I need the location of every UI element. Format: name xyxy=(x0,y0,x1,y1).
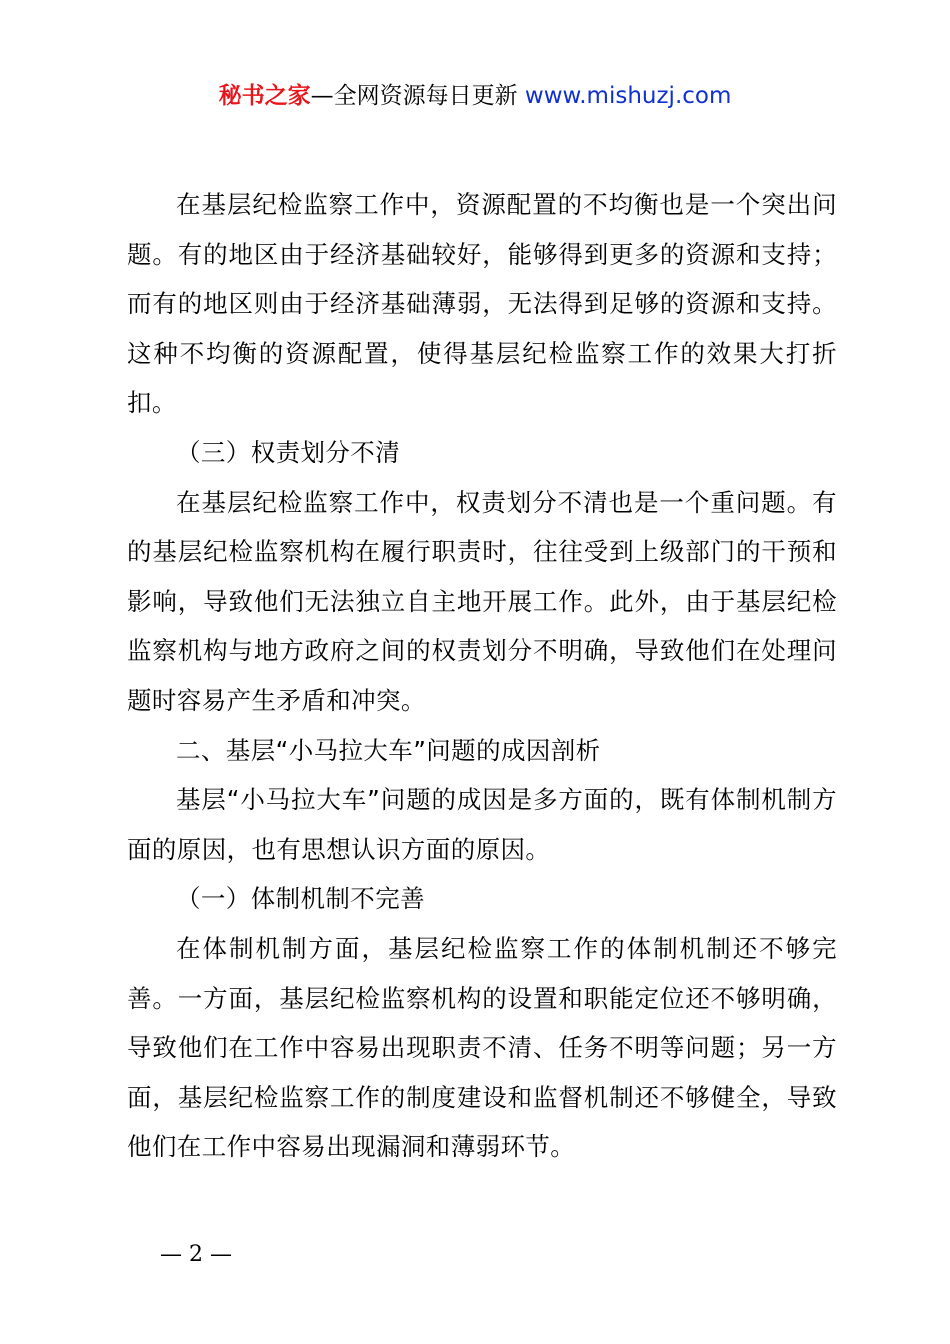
heading-subsection-1: （一）体制机制不完善 xyxy=(176,884,425,914)
paragraph-unclear-responsibilities: 在基层纪检监察工作中，权责划分不清也是一个重问题。有的基层纪检监察机构在履行职责时，往往受到上级部门的干预和影响，导致他们无法独立自主地开展工作。此外，由于基层纪检监察机构与地方政府之间的权责划分不明确，导致他们在处理问题时容易产生矛盾和冲突。 xyxy=(127,487,837,715)
heading-part-2: 二、基层“小马拉大车”问题的成因剖析 xyxy=(176,735,601,765)
document-body xyxy=(127,180,837,1172)
heading-section-3: （三）权责划分不清 xyxy=(176,437,401,467)
paragraph-causes-intro: 基层“小马拉大车”问题的成因是多方面的，既有体制机制方面的原因，也有思想认识方面的原因。 xyxy=(127,785,837,864)
header-tagline: —全网资源每日更新 xyxy=(310,83,525,109)
paragraph-resource-imbalance: 在基层纪检监察工作中，资源配置的不均衡也是一个突出问题。有的地区由于经济基础较好，能够得到更多的资源和支持；而有的地区则由于经济基础薄弱，无法得到足够的资源和支持。这种不均衡的资源配置，使得基层纪检监察工作的效果大打折扣。 xyxy=(127,190,837,418)
site-url[interactable]: www.mishuzj.com xyxy=(524,83,732,109)
page-header xyxy=(0,80,950,112)
page-number: — 2 — xyxy=(160,1242,232,1267)
paragraph-institutional-mechanisms: 在体制机制方面，基层纪检监察工作的体制机制还不够完善。一方面，基层纪检监察机构的设置和职能定位还不够明确，导致他们在工作中容易出现职责不清、任务不明等问题；另一方面，基层纪检监察工作的制度建设和监督机制还不够健全，导致他们在工作中容易出现漏洞和薄弱环节。 xyxy=(127,933,837,1162)
brand-name: 秘书之家 xyxy=(218,83,311,109)
